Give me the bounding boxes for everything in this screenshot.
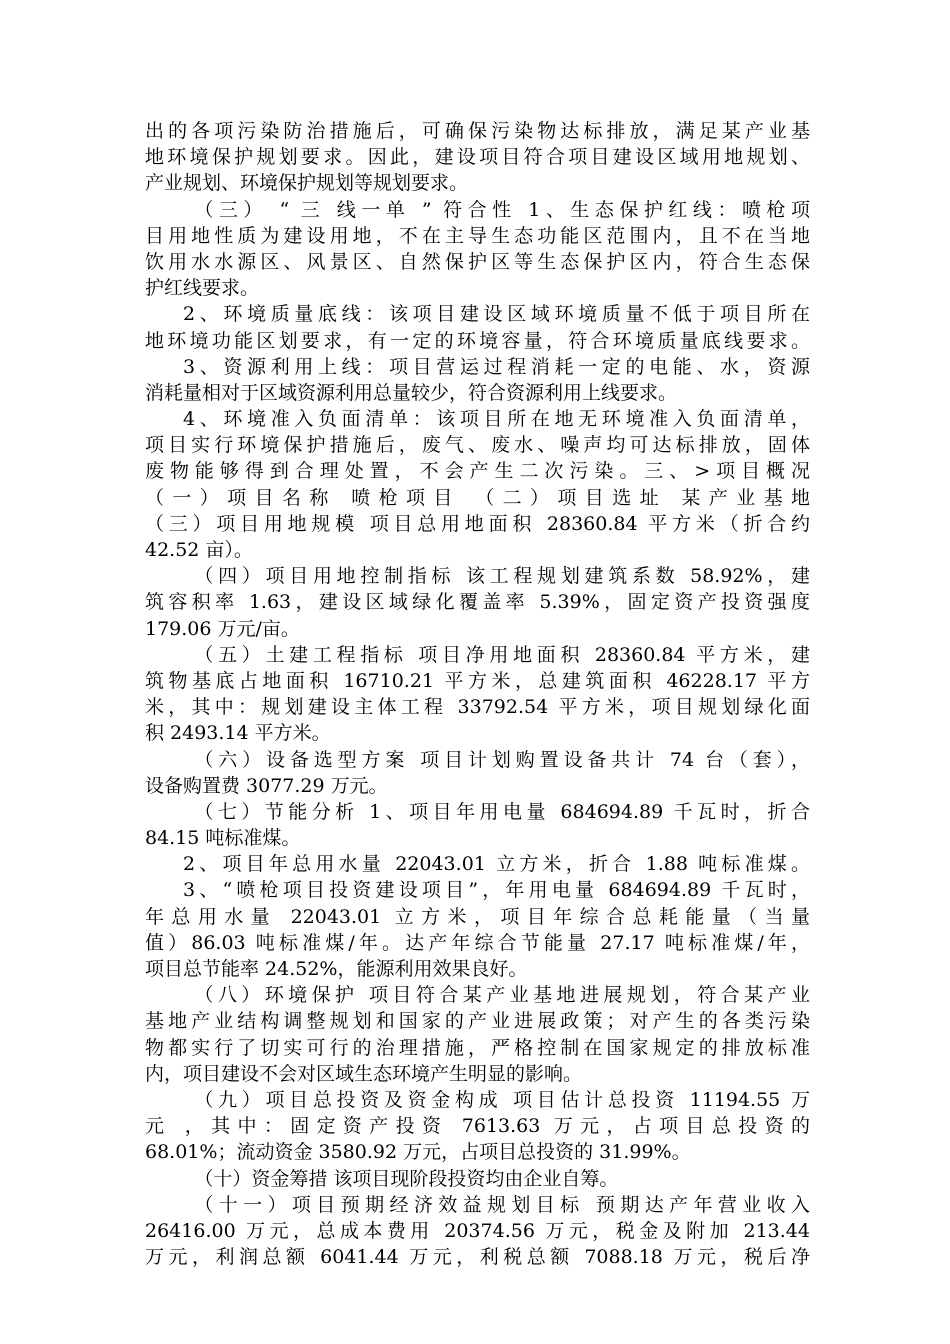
text-line: （三） “ 三 线一单 ” 符合性 1、生态保护红线：喷枪项 [194,198,810,221]
text-line: 饮用水水源区、风景区、自然保护区等生态保护区内，符合生态保 [145,250,810,273]
text-line: 2、环境质量底线：该项目建设区域环境质量不低于项目所在 [183,303,810,326]
text-line: 筑物基底占地面积 16710.21 平方米，总建筑面积 46228.17 平方 [145,669,810,692]
text-line: 护红线要求。 [145,277,260,300]
text-line: 68.01%；流动资金 3580.92 万元，占项目总投资的 31.99%。 [145,1141,691,1164]
text-line: 项目实行环境保护措施后，废气、废水、噪声均可达标排放，固体 [145,434,810,457]
text-line: 元 ，其中：固定资产投资 7613.63 万元，占项目总投资的 [145,1115,810,1138]
text-line: 地环境保护规划要求。因此，建设项目符合项目建设区域用地规划、 [145,146,810,169]
text-line: 物都实行了切实可行的治理措施，严格控制在国家规定的排放标准 [145,1036,810,1059]
text-line: 目用地性质为建设用地，不在主导生态功能区范围内，且不在当地 [145,224,810,247]
text-line: 179.06 万元/亩。 [145,617,300,640]
text-line: 3、“喷枪项目投资建设项目”，年用电量 684694.89 千瓦时， [183,879,810,902]
text-line: 筑容积率 1.63，建设区域绿化覆盖率 5.39%，固定资产投资强度 [145,591,810,614]
text-line: 基地产业结构调整规划和国家的产业进展政策；对产生的各类污染 [145,1010,810,1033]
text-line: 内，项目建设不会对区域生态环境产生明显的影响。 [145,1062,583,1085]
text-line: 废物能够得到合理处置，不会产生二次污染。三、>项目概况 [145,460,810,483]
text-line: 年总用水量 22043.01 立方米，项目年综合总耗能量（当量 [145,905,810,928]
text-line: （五）土建工程指标 项目净用地面积 28360.84 平方米，建 [194,643,810,666]
text-line: 项目总节能率 24.52%，能源利用效果良好。 [145,958,528,980]
text-line: 出的各项污染防治措施后，可确保污染物达标排放，满足某产业基 [145,120,810,142]
text-line: 设备购置费 3077.29 万元。 [145,774,388,797]
text-line: （四）项目用地控制指标 该工程规划建筑系数 58.92%，建 [194,565,810,588]
text-line: 消耗量相对于区域资源利用总量较少，符合资源利用上线要求。 [145,381,678,404]
text-line: 84.15 吨标准煤。 [145,827,301,850]
text-line: （六）设备选型方案 项目计划购置设备共计 74 台（套）， [194,748,810,771]
text-line: 万元，利润总额 6041.44 万元，利税总额 7088.18 万元，税后净 [145,1246,810,1269]
text-line: 42.52 亩）。 [145,539,253,561]
text-line: 2、项目年总用水量 22043.01 立方米，折合 1.88 吨标准煤。 [183,853,810,876]
text-line: （八）环境保护 项目符合某产业基地进展规划，符合某产业 [194,984,810,1007]
text-line: 地环境功能区划要求，有一定的环境容量，符合环境质量底线要求。 [145,329,810,352]
text-line: （三）项目用地规模 项目总用地面积 28360.84 平方米（折合约 [145,512,810,535]
text-line: （七）节能分析 1、项目年用电量 684694.89 千瓦时，折合 [194,800,810,823]
text-line: （九）项目总投资及资金构成 项目估计总投资 11194.55 万 [194,1088,810,1111]
text-line: （十一）项目预期经济效益规划目标 预期达产年营业收入 [194,1193,810,1216]
text-line: 4、环境准入负面清单：该项目所在地无环境准入负面清单， [183,408,810,431]
text-line: 值）86.03 吨标准煤/年。达产年综合节能量 27.17 吨标准煤/年， [145,931,810,954]
text-line: （一）项目名称 喷枪项目 （二）项目选址 某产业基地 [145,486,810,509]
text-line: 米，其中：规划建设主体工程 33792.54 平方米，项目规划绿化面 [145,696,810,719]
document-body [145,118,810,1270]
text-line: 积 2493.14 平方米。 [145,722,331,745]
text-line: 3、资源利用上线：项目营运过程消耗一定的电能、水，资源 [183,355,810,378]
text-line: 产业规划、环境保护规划等规划要求。 [145,172,469,195]
text-line: 26416.00 万元，总成本费用 20374.56 万元，税金及附加 213.44 [145,1219,810,1242]
text-line: （十）资金筹措 该项目现阶段投资均由企业自筹。 [194,1167,619,1190]
